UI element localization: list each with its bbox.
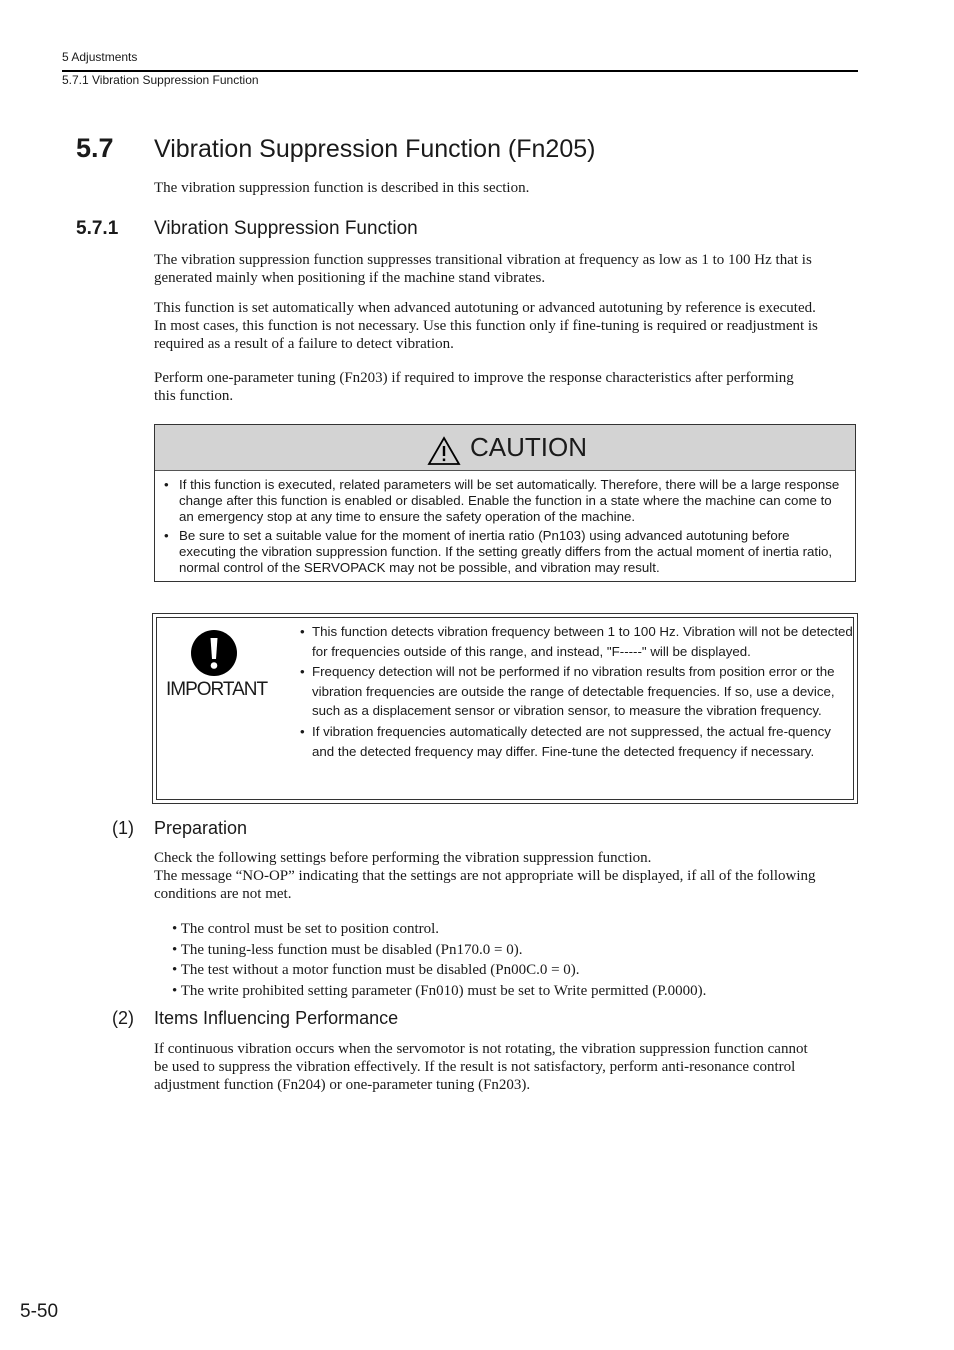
subsection-number: 5.7.1 xyxy=(76,218,119,239)
subsection-title: Vibration Suppression Function xyxy=(154,218,418,239)
bullet: • xyxy=(300,723,305,739)
section-title: Vibration Suppression Function (Fn205) xyxy=(154,135,596,163)
bullet: • xyxy=(300,624,305,639)
paragraph-3-line-2: this function. xyxy=(154,388,234,404)
header-rule xyxy=(62,70,858,72)
bullet: • xyxy=(300,664,305,680)
header-section: 5.7.1 Vibration Suppression Function xyxy=(62,73,259,87)
paragraph-2 xyxy=(154,299,818,353)
section-number: 5.7 xyxy=(76,133,114,163)
preparation-number: (1) xyxy=(112,818,134,838)
preparation-paragraph xyxy=(154,849,816,903)
list-item: • The write prohibited setting parameter (Fn010) must be set to Write permitted (P.0000). xyxy=(172,982,707,999)
paragraph-3 xyxy=(154,369,794,405)
caution-list xyxy=(164,477,849,578)
list-item: • The test without a motor function must be disabled (Pn00C.0 = 0). xyxy=(172,962,580,978)
preparation-line-2: The message “NO-OP” indicating that the settings are not appropriate will be displayed, if all of the following xyxy=(154,868,816,884)
important-item-text: If vibration frequencies automatically detected are not suppressed, the actual fre-quency and the detected frequency may differ. Fine-tune the detected frequency if necessary. xyxy=(312,723,831,759)
page-number: 5-50 xyxy=(20,1301,59,1322)
bullet: • xyxy=(164,477,169,492)
important-item xyxy=(300,662,855,721)
paragraph-2-line-1: This function is set automatically when advanced autotuning or advanced autotuning by reference is executed. xyxy=(154,300,816,316)
caution-item-text: If this function is executed, related parameters will be set automatically. Therefore, there will be a large response change after this function is enabled or disabled. Enable the function in a state where the machine can come to an emergency stop at any time to ensure the safety operation of the machine. xyxy=(179,477,840,525)
performance-title: Items Influencing Performance xyxy=(154,1008,399,1028)
caution-header xyxy=(155,425,855,471)
performance-line-1: If continuous vibration occurs when the servomotor is not rotating, the vibration suppression function cannot xyxy=(154,1041,808,1057)
paragraph-3-line-1: Perform one-parameter tuning (Fn203) if required to improve the response characteristics after performing xyxy=(154,370,794,386)
header-chapter: 5 Adjustments xyxy=(62,50,138,64)
exclamation-icon xyxy=(190,629,238,677)
important-item xyxy=(300,722,855,761)
list-item: • The tuning-less function must be disabled (Pn170.0 = 0). xyxy=(172,941,523,958)
caution-item xyxy=(164,528,849,577)
important-list xyxy=(300,622,855,762)
performance-number: (2) xyxy=(112,1008,134,1028)
paragraph-1 xyxy=(154,251,812,287)
performance-line-3: adjustment function (Fn204) or one-parameter tuning (Fn203). xyxy=(154,1077,531,1093)
warning-triangle-icon xyxy=(427,436,461,466)
performance-line-2: be used to suppress the vibration effectively. If the result is not satisfactory, perform anti-resonance control xyxy=(154,1059,796,1075)
important-item-text: This function detects vibration frequency between 1 to 100 Hz. Vibration will not be detected for frequencies outside of this range, and instead, "F-----" will be displayed. xyxy=(312,624,853,659)
preparation-conditions-list xyxy=(172,919,706,1001)
caution-label: CAUTION xyxy=(470,432,587,462)
bullet: • xyxy=(164,527,169,543)
important-label: IMPORTANT xyxy=(166,679,268,700)
preparation-line-1: Check the following settings before performing the vibration suppression function. xyxy=(154,850,652,866)
important-item xyxy=(300,622,855,661)
paragraph-2-line-3: required as a result of a failure to detect vibration. xyxy=(154,336,454,352)
important-inner-frame xyxy=(156,617,854,800)
paragraph-1-line-1: The vibration suppression function suppresses transitional vibration at frequency as low as 1 to 100 Hz that is xyxy=(154,252,812,268)
preparation-line-3: conditions are not met. xyxy=(154,886,292,902)
important-box xyxy=(152,613,858,804)
section-intro: The vibration suppression function is described in this section. xyxy=(154,180,530,196)
paragraph-2-line-2: In most cases, this function is not necessary. Use this function only if fine-tuning is required or readjustment is xyxy=(154,318,818,334)
list-item: • The control must be set to position control. xyxy=(172,921,440,937)
preparation-title: Preparation xyxy=(154,818,248,838)
performance-paragraph xyxy=(154,1040,808,1094)
caution-item xyxy=(164,477,849,526)
paragraph-1-line-2: generated mainly when positioning if the machine stand vibrates. xyxy=(154,270,546,286)
caution-item-text: Be sure to set a suitable value for the moment of inertia ratio (Pn103) using advanced autotuning before executing the vibration suppression function. If the setting greatly differs from the actual moment of inertia ratio, normal control of the SERVOPACK may not be possible, and vibration may result. xyxy=(179,527,833,576)
important-item-text: Frequency detection will not be performed if no vibration results from position error or the vibration frequencies are outside the range of detectable frequencies. If so, use a device, such as a displacement sensor or vibration sensor, to measure the vibration frequency. xyxy=(312,664,835,719)
caution-box xyxy=(154,424,856,582)
